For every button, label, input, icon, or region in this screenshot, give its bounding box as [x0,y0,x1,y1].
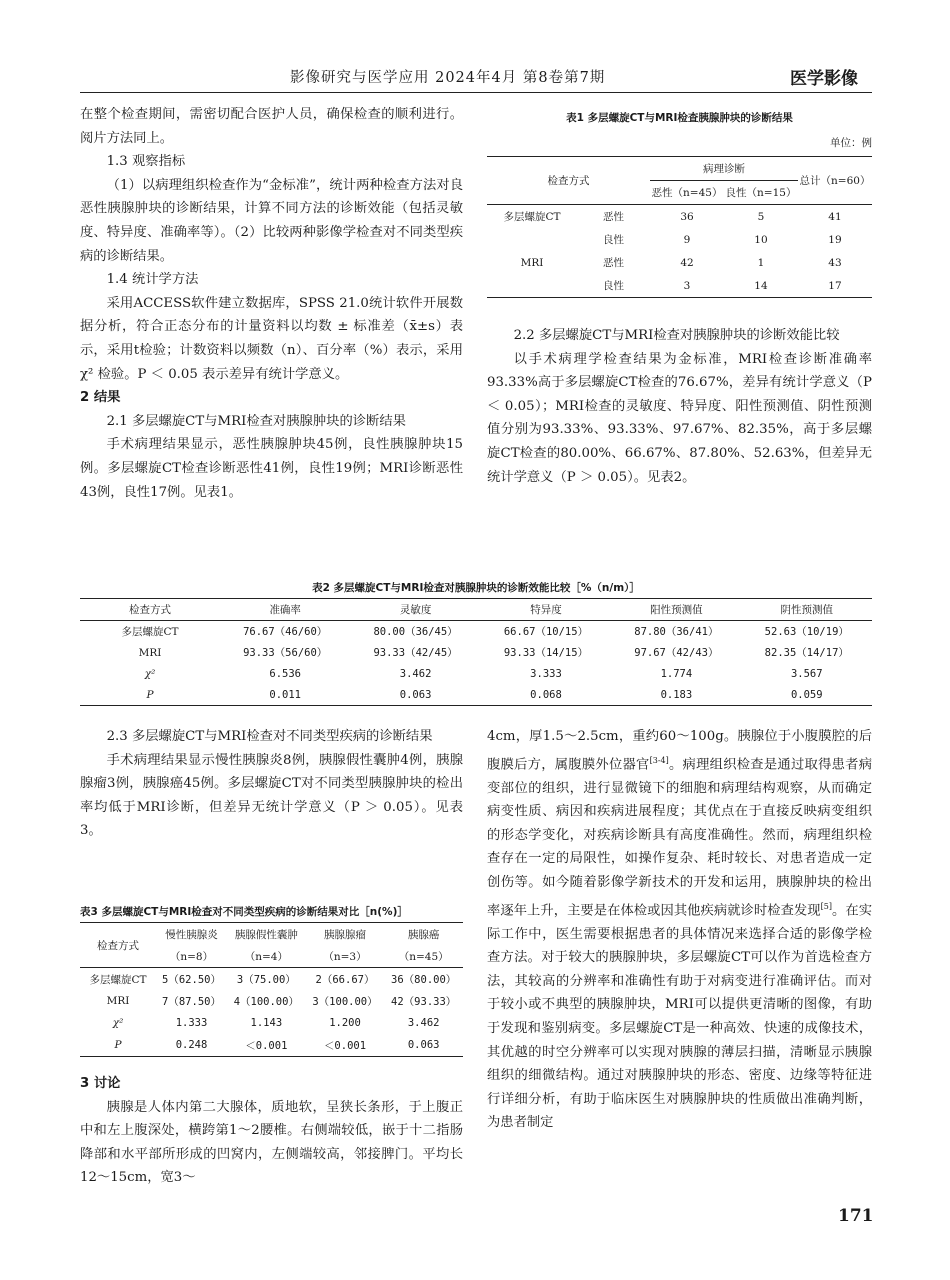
page-number: 171 [838,1206,874,1226]
left-column-bottom-upper [80,725,463,843]
paragraph: 手术病理结果显示，恶性胰腺肿块45例，良性胰腺肿块15例。多层螺旋CT检查诊断恶性41例，良性19例；MRI诊断恶性43例，良性17例。见表1。 [80,437,463,500]
table2-header: 特异度 [530,604,562,616]
table-row: 良性 9 10 19 [603,233,842,246]
table2-header: 灵敏度 [399,604,432,616]
paragraph: 以手术病理学检查结果为金标准，MRI检查诊断准确率93.33%高于多层螺旋CT检查的76.67%，差异有统计学意义（P ＜ 0.05）；MRI检查的灵敏度、特异度、阳性预测值、阴性预测值分别为93.33%、93.33%、97.67%、82.35%，高于多层螺旋CT检查的80.00%、66.67%、87.80%、52.63%，但差异无统计学意义（P ＞ 0.05）。见表2。 [487,351,872,485]
table1-unit: 单位：例 [830,137,872,149]
paragraph: 采用ACCESS软件建立数据库，SPSS 21.0统计软件开展数据分析，符合正态分布的计量资料以均数 ± 标准差（x̄±s）表示，采用t检验；计数资料以频数（n）、百分率（%）表示，采用 χ² 检验。P ＜ 0.05 表示差异有统计学意义。 [80,295,463,382]
journal-header: 影像研究与医学应用 2024年4月 第8卷第7期 [290,70,606,86]
table-row: P 0.248 ＜0.001 ＜0.001 0.063 [114,1039,440,1052]
right-column-top [487,324,872,489]
left-column-top [80,103,463,504]
table3 [80,922,463,1057]
table1-header-malignant: 恶性（n=45） [651,187,723,199]
section-heading-1-3: 1.3 观察指标 [106,154,186,170]
table2 [80,598,872,706]
paragraph: 胰腺是人体内第二大腺体，质地软，呈狭长条形，于上腹正中和左上腹深处，横跨第1～2腰椎。右侧端较低，嵌于十二指肠降部和水平部所形成的凹窝内，左侧端较高，邻接脾门。平均长12～15cm，宽3～ [80,1099,463,1186]
table-row: 多层螺旋CT 5（62.50） 3（75.00） 2（66.67） 36（80.00） [89,973,457,986]
left-column-bottom-lower [80,1072,463,1190]
table1-header-pathology: 病理诊断 [650,157,798,181]
header-rule [80,92,872,93]
table1 [487,156,872,298]
table3-header: 胰腺癌 [407,928,440,941]
citation-ref: [5] [820,901,832,911]
table3-header: 胰腺腺瘤 [324,928,366,941]
section-heading-3: 3 讨论 [80,1076,121,1091]
paragraph: 在整个检查期间，需密切配合医护人员，确保检查的顺利进行。阅片方法同上。 [80,107,463,146]
section-heading-2-3: 2.3 多层螺旋CT与MRI检查对不同类型疾病的诊断结果 [106,729,433,744]
table-row: P 0.011 0.063 0.068 0.183 0.059 [146,688,823,701]
table3-header-method: 检查方式 [97,939,139,952]
section-heading-2-2: 2.2 多层螺旋CT与MRI检查对胰腺肿块的诊断效能比较 [513,328,840,343]
paragraph: （1）以病理组织检查作为“金标准”，统计两种检查方法对良恶性胰腺肿块的诊断结果，计算不同方法的诊断效能（包括灵敏度、特异度、准确率等）。（2）比较两种影像学检查对不同类型疾病的诊断结果。 [80,177,463,264]
table2-header: 检查方式 [129,604,171,616]
table3-header: 胰腺假性囊肿 [234,928,298,941]
table-row: 多层螺旋CT 76.67（46/60） 80.00（36/45） 66.67（10/15） 87.80（36/41） 52.63（10/19） [121,626,849,638]
table-row: MRI 93.33（56/60） 93.33（42/45） 93.33（14/15） 97.67（42/43） 82.35（14/17） [138,646,849,659]
section-heading-1-4: 1.4 统计学方法 [106,272,199,288]
paragraph: 4cm，厚1.5～2.5cm，重约60～100g。胰腺位于小腹膜腔的后腹膜后方，属腹膜外位器官[3-4]。病理组织检查是通过取得患者病变部位的组织，进行显微镜下的细胞和病理结构观察，从而确定病变性质、病因和疾病进展程度；其优点在于直接反映病变组织的形态学变化，对疾病诊断具有高度准确性。然而，病理组织检查存在一定的局限性，如操作复杂、耗时较长、对患者造成一定创伤等。如今随着影像学新技术的开发和运用，胰腺肿块的检出率逐年上升，主要是在体检或因其他疾病就诊时检查发现[5]。在实际工作中，医生需要根据患者的具体情况来选择合适的影像学检查方法。对于较大的胰腺肿块，多层螺旋CT可以作为首选检查方法，其较高的分辨率和准确性有助于对病变进行准确评估。而对于较小或不典型的胰腺肿块，MRI可以提供更清晰的图像，有助于发现和鉴别病变。多层螺旋CT是一种高效、快速的成像技术，其优越的时空分辨率可以实现对胰腺的薄层扫描，清晰显示胰腺组织的细微结构。通过对胰腺肿块的形态、密度、边缘等特征进行详细分析，有助于临床医生对胰腺肿块的性质做出准确判断，为患者制定 [487,729,873,1131]
table1-header-method: 检查方式 [487,157,650,205]
citation-ref: [3-4] [649,755,669,765]
table3-header-n: （n=8） [169,950,214,963]
right-column-bottom [487,725,872,1135]
table2-caption: 表2 多层螺旋CT与MRI检查对胰腺肿块的诊断效能比较［%（n/m）］ [312,582,640,594]
table-row: χ² 6.536 3.462 3.333 1.774 3.567 [144,667,823,680]
table-row: MRI 恶性 42 1 43 [520,256,842,269]
table3-caption: 表3 多层螺旋CT与MRI检查对不同类型疾病的诊断结果对比［n(%)］ [80,906,408,918]
table2-header: 准确率 [269,604,301,616]
table3-header: 慢性胰腺炎 [165,928,218,941]
table1-header-total: 总计（n=60） [798,157,872,205]
table1-header-benign: 良性（n=15） [725,187,797,199]
table3-header-n: （n=45） [398,950,449,963]
table2-header: 阳性预测值 [650,604,703,616]
table-row: MRI 7（87.50） 4（100.00） 3（100.00） 42（93.33） [106,995,457,1008]
table1-caption: 表1 多层螺旋CT与MRI检查胰腺肿块的诊断结果 [566,112,793,124]
table2-header: 阴性预测值 [780,604,834,616]
table3-header-n: （n=3） [323,950,367,963]
section-heading-2: 2 结果 [80,390,121,406]
section-heading-2-1: 2.1 多层螺旋CT与MRI检查对胰腺肿块的诊断结果 [106,413,406,429]
table3-header-n: （n=4） [244,950,288,963]
section-title: 医学影像 [790,69,858,89]
table-row: χ² 1.333 1.143 1.200 3.462 [112,1017,440,1029]
table-row: 良性 3 14 17 [487,274,872,298]
table-row: 多层螺旋CT 恶性 36 5 41 [503,210,842,223]
paragraph: 手术病理结果显示慢性胰腺炎8例，胰腺假性囊肿4例，胰腺腺瘤3例，胰腺癌45例。多层螺旋CT对不同类型胰腺肿块的检出率均低于MRI诊断，但差异无统计学意义（P ＞ 0.05）。见表3。 [80,752,463,839]
